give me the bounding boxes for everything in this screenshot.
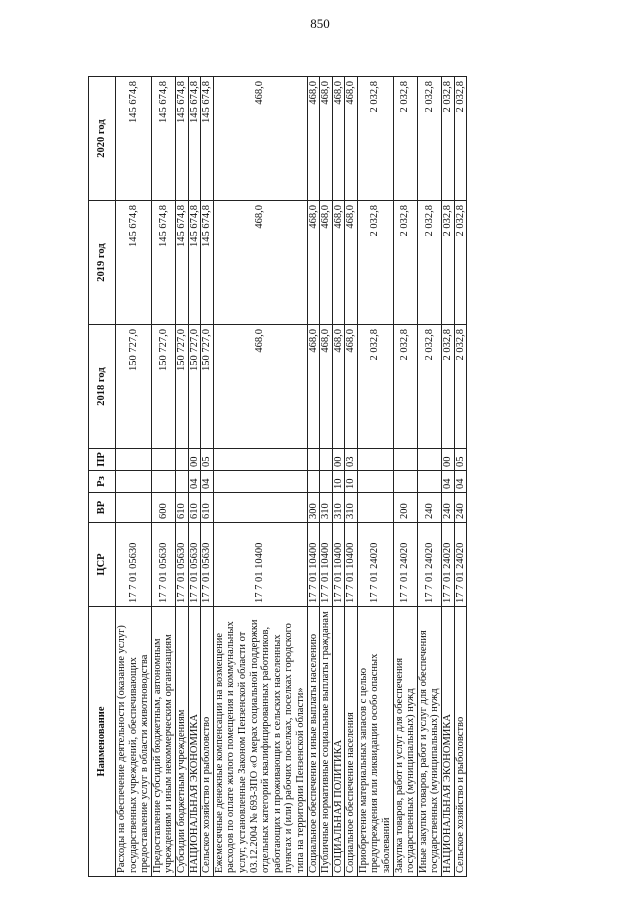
header-2020: 2020 год	[89, 77, 116, 201]
cell-vr	[116, 493, 152, 523]
cell-vr: 200	[393, 493, 417, 523]
cell-2020: 468,0	[345, 77, 358, 201]
cell-rz	[213, 471, 307, 493]
cell-csr: 17 7 01 24020	[357, 523, 393, 607]
cell-2018: 468,0	[307, 325, 320, 449]
cell-vr: 240	[442, 493, 455, 523]
table-row	[332, 77, 345, 877]
cell-2019: 2 032,8	[357, 201, 393, 325]
cell-rz	[357, 471, 393, 493]
cell-2018: 150 727,0	[188, 325, 201, 449]
cell-name: Субсидии бюджетным учреждениям	[175, 607, 188, 877]
cell-pr	[393, 449, 417, 471]
cell-2020: 145 674,8	[151, 77, 175, 201]
cell-pr: 05	[454, 449, 467, 471]
cell-vr	[213, 493, 307, 523]
cell-pr	[175, 449, 188, 471]
cell-name: Социальное обеспечение населения	[345, 607, 358, 877]
cell-vr	[357, 493, 393, 523]
cell-name: Публичные нормативные социальные выплаты гражданам	[320, 607, 333, 877]
table-row	[201, 77, 214, 877]
cell-rz	[307, 471, 320, 493]
cell-2018: 2 032,8	[393, 325, 417, 449]
table-row	[188, 77, 201, 877]
cell-name: Сельское хозяйство и рыболовство	[201, 607, 214, 877]
cell-rz	[151, 471, 175, 493]
header-2019: 2019 год	[89, 201, 116, 325]
table-row	[442, 77, 455, 877]
cell-pr: 03	[345, 449, 358, 471]
cell-2018: 150 727,0	[151, 325, 175, 449]
cell-name: СОЦИАЛЬНАЯ ПОЛИТИКА	[332, 607, 345, 877]
cell-csr: 17 7 01 10400	[213, 523, 307, 607]
cell-name: Закупка товаров, работ и услуг для обеспечения государственных (муниципальных) нужд	[393, 607, 417, 877]
cell-rz	[417, 471, 441, 493]
cell-pr: 00	[442, 449, 455, 471]
header-2018: 2018 год	[89, 325, 116, 449]
cell-pr	[213, 449, 307, 471]
cell-name: НАЦИОНАЛЬНАЯ ЭКОНОМИКА	[188, 607, 201, 877]
header-vr: ВР	[89, 493, 116, 523]
header-pr: ПР	[89, 449, 116, 471]
cell-vr: 310	[332, 493, 345, 523]
cell-2019: 2 032,8	[454, 201, 467, 325]
header-csr: ЦСР	[89, 523, 116, 607]
cell-rz: 10	[332, 471, 345, 493]
cell-2018: 150 727,0	[116, 325, 152, 449]
page-number: 850	[310, 16, 330, 31]
cell-2020: 145 674,8	[201, 77, 214, 201]
cell-2020: 145 674,8	[175, 77, 188, 201]
cell-2019: 468,0	[213, 201, 307, 325]
cell-csr: 17 7 01 24020	[442, 523, 455, 607]
cell-vr: 240	[454, 493, 467, 523]
header-rz: Рз	[89, 471, 116, 493]
cell-csr: 17 7 01 10400	[320, 523, 333, 607]
cell-rz: 04	[188, 471, 201, 493]
cell-2018: 468,0	[320, 325, 333, 449]
cell-name: Сельское хозяйство и рыболовство	[454, 607, 467, 877]
cell-vr: 300	[307, 493, 320, 523]
cell-2019: 145 674,8	[116, 201, 152, 325]
cell-2018: 2 032,8	[454, 325, 467, 449]
cell-csr: 17 7 01 10400	[345, 523, 358, 607]
cell-rz	[175, 471, 188, 493]
cell-2018: 150 727,0	[201, 325, 214, 449]
cell-pr: 00	[188, 449, 201, 471]
cell-2020: 468,0	[213, 77, 307, 201]
cell-2019: 468,0	[320, 201, 333, 325]
cell-pr	[116, 449, 152, 471]
cell-name: Иные закупки товаров, работ и услуг для обеспечения государственных (муниципальных) нужд	[417, 607, 441, 877]
cell-rz: 10	[345, 471, 358, 493]
table-row	[307, 77, 320, 877]
cell-rz	[116, 471, 152, 493]
cell-csr: 17 7 01 05630	[201, 523, 214, 607]
cell-2019: 145 674,8	[188, 201, 201, 325]
cell-csr: 17 7 01 10400	[307, 523, 320, 607]
cell-2019: 145 674,8	[201, 201, 214, 325]
budget-table	[88, 76, 467, 877]
table-body	[116, 77, 467, 877]
cell-csr: 17 7 01 24020	[454, 523, 467, 607]
cell-2019: 468,0	[332, 201, 345, 325]
cell-name: Ежемесячные денежные компенсации на возмещение расходов по оплате жилого помещения и коммунальных услуг, установленные Законом Пензенской области от 03.12.2004 № 693-ЗПО «О мерах социальной поддержки отдельных категорий квалифицированных работников, работающих и проживающих в сельских населенных пунктах и (или) рабочих поселках, поселках городского типа на территории Пензенской области»	[213, 607, 307, 877]
cell-rz	[320, 471, 333, 493]
cell-2019: 2 032,8	[417, 201, 441, 325]
table-row	[345, 77, 358, 877]
cell-pr	[417, 449, 441, 471]
cell-csr: 17 7 01 10400	[332, 523, 345, 607]
cell-pr	[357, 449, 393, 471]
table-row	[417, 77, 441, 877]
cell-name: Предоставление субсидий бюджетным, автономным учреждениям и иным некоммерческим организациям	[151, 607, 175, 877]
table-row	[320, 77, 333, 877]
cell-csr: 17 7 01 05630	[151, 523, 175, 607]
cell-csr: 17 7 01 24020	[417, 523, 441, 607]
cell-csr: 17 7 01 05630	[175, 523, 188, 607]
cell-2020: 468,0	[332, 77, 345, 201]
cell-2020: 2 032,8	[454, 77, 467, 201]
cell-name: Социальное обеспечение и иные выплаты населению	[307, 607, 320, 877]
cell-name: НАЦИОНАЛЬНАЯ ЭКОНОМИКА	[442, 607, 455, 877]
cell-pr: 05	[201, 449, 214, 471]
table-row	[116, 77, 152, 877]
cell-2019: 145 674,8	[175, 201, 188, 325]
cell-csr: 17 7 01 05630	[188, 523, 201, 607]
cell-2019: 468,0	[307, 201, 320, 325]
table-row	[213, 77, 307, 877]
cell-2018: 2 032,8	[442, 325, 455, 449]
rotated-page-content	[88, 77, 528, 877]
table-row	[393, 77, 417, 877]
cell-vr: 610	[201, 493, 214, 523]
cell-vr: 240	[417, 493, 441, 523]
cell-2020: 2 032,8	[417, 77, 441, 201]
cell-rz: 04	[201, 471, 214, 493]
cell-2019: 2 032,8	[393, 201, 417, 325]
cell-vr: 310	[345, 493, 358, 523]
cell-csr: 17 7 01 24020	[393, 523, 417, 607]
cell-2020: 145 674,8	[116, 77, 152, 201]
table-header-row	[89, 77, 116, 877]
cell-vr: 310	[320, 493, 333, 523]
cell-2020: 145 674,8	[188, 77, 201, 201]
cell-pr	[151, 449, 175, 471]
cell-rz: 04	[454, 471, 467, 493]
cell-name: Расходы на обеспечение деятельности (оказание услуг) государственных учреждений, обеспечивающих предоставление услуг в области животноводства	[116, 607, 152, 877]
cell-2018: 468,0	[345, 325, 358, 449]
cell-2018: 2 032,8	[417, 325, 441, 449]
cell-vr: 600	[151, 493, 175, 523]
table-row	[151, 77, 175, 877]
cell-2018: 2 032,8	[357, 325, 393, 449]
cell-2020: 2 032,8	[393, 77, 417, 201]
table-row	[454, 77, 467, 877]
table-row	[357, 77, 393, 877]
cell-2019: 145 674,8	[151, 201, 175, 325]
cell-2018: 468,0	[213, 325, 307, 449]
cell-2018: 468,0	[332, 325, 345, 449]
cell-pr: 00	[332, 449, 345, 471]
cell-pr	[307, 449, 320, 471]
cell-2020: 2 032,8	[357, 77, 393, 201]
cell-pr	[320, 449, 333, 471]
table-row	[175, 77, 188, 877]
cell-name: Приобретение материальных запасов с целью предупреждения или ликвидации особо опасных заболеваний	[357, 607, 393, 877]
header-name: Наименование	[89, 607, 116, 877]
cell-rz	[393, 471, 417, 493]
cell-2019: 2 032,8	[442, 201, 455, 325]
cell-2019: 468,0	[345, 201, 358, 325]
cell-rz: 04	[442, 471, 455, 493]
cell-2018: 150 727,0	[175, 325, 188, 449]
cell-vr: 610	[175, 493, 188, 523]
cell-vr: 610	[188, 493, 201, 523]
cell-2020: 468,0	[307, 77, 320, 201]
cell-csr: 17 7 01 05630	[116, 523, 152, 607]
cell-2020: 2 032,8	[442, 77, 455, 201]
cell-2020: 468,0	[320, 77, 333, 201]
